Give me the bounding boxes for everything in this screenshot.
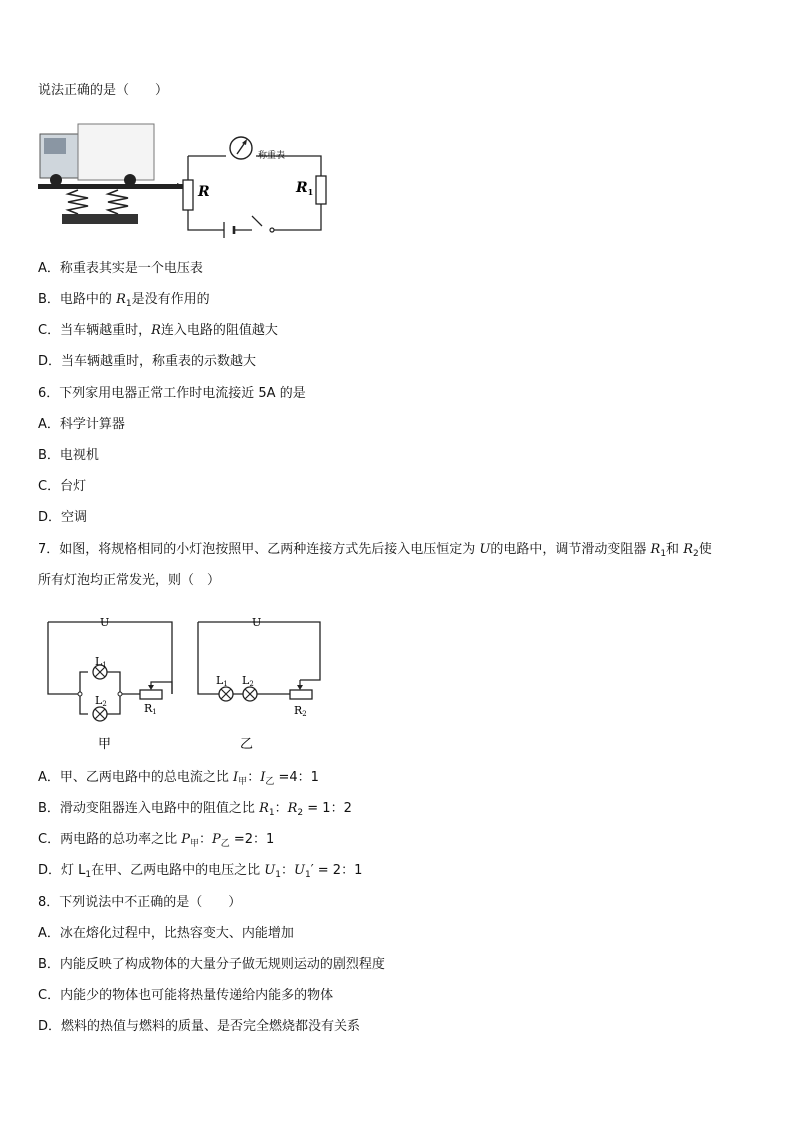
q5-option-c: C．当车辆越重时，R连入电路的阻值越大 [38, 323, 278, 338]
q6-option-c: C．台灯 [38, 479, 87, 494]
q7-option-c: C．两电路的总功率之比 $P_甲$：$P_乙 =2$：1 [38, 832, 275, 849]
r-label: R [198, 184, 210, 200]
r1-label-jia: R1 [144, 702, 157, 716]
rheostat-r1 [140, 690, 162, 699]
q6-option-b: B．电视机 [38, 448, 99, 463]
circuit-yi [198, 616, 320, 718]
l2-label-jia: L2 [95, 694, 107, 708]
q5-option-d: D．当车辆越重时，称重表的示数越大 [38, 354, 257, 369]
rheostat-r2 [290, 690, 312, 699]
q8-option-b: B．内能反映了构成物体的大量分子做无规则运动的剧烈程度 [38, 957, 385, 972]
q7-option-b: B．滑动变阻器连入电路中的阻值之比 $R_1$：$R_2 = 1$：2 [38, 801, 352, 818]
q6-option-d: D．空调 [38, 510, 88, 525]
q5-option-a: A．称重表其实是一个电压表 [38, 261, 203, 276]
u-label-yi: U [252, 616, 262, 629]
q7-circuits-figure [38, 610, 338, 755]
q5-stem: 说法正确的是（ ） [38, 83, 169, 98]
q8-stem: 8．下列说法中不正确的是（ ） [38, 895, 242, 910]
q7-option-d: D．灯 $L_1$在甲、乙两电路中的电压之比 $U_1$：$U_1' = 2$：1 [38, 863, 363, 880]
spring-right [108, 190, 128, 214]
q5-option-b: B．电路中的 $R_1$是没有作用的 [38, 292, 210, 309]
truck-icon [40, 124, 154, 186]
switch [270, 228, 274, 232]
resistor-r1 [316, 176, 326, 204]
u-label-jia: U [100, 616, 110, 629]
caption-yi: 乙 [240, 737, 254, 752]
weighing-meter [230, 137, 252, 159]
q8-option-d: D．燃料的热值与燃料的质量、是否完全燃烧都没有关系 [38, 1019, 361, 1034]
meter-label: 称重表 [258, 151, 286, 161]
ground-base [62, 214, 138, 224]
lamp-l2-jia [93, 707, 107, 721]
q6-option-a: A．科学计算器 [38, 417, 125, 432]
q6-stem: 6．下列家用电器正常工作时电流接近 5A 的是 [38, 386, 306, 401]
l2-label-yi: L2 [242, 674, 254, 688]
q7-option-a: A．甲、乙两电路中的总电流之比 $I_甲$：$I_乙 =4$：1 [38, 770, 319, 787]
q7-stem-line1: 7．如图，将规格相同的小灯泡按照甲、乙两种连接方式先后接入电压恒定为 U的电路中，调节滑动变阻器 $R_1$和 $R_2$使 [38, 542, 712, 559]
rheostat-r [183, 180, 193, 210]
q7-stem-line2: 所有灯泡均正常发光，则（ ） [38, 573, 221, 588]
r2-label-yi: R2 [294, 704, 307, 718]
l1-label-jia: L1 [95, 655, 107, 669]
l1-label-yi: L1 [216, 674, 228, 688]
spring-left [68, 190, 88, 214]
caption-jia: 甲 [98, 737, 112, 752]
circuit-jia [48, 616, 172, 721]
r1-label: $R_1$ [296, 180, 314, 197]
q8-option-a: A．冰在熔化过程中，比热容变大、内能增加 [38, 926, 294, 941]
lamp-l2-yi [243, 687, 257, 701]
lamp-l1-yi [219, 687, 233, 701]
battery [224, 222, 234, 238]
q5-weighing-circuit-figure [38, 118, 338, 243]
q8-option-c: C．内能少的物体也可能将热量传递给内能多的物体 [38, 988, 334, 1003]
